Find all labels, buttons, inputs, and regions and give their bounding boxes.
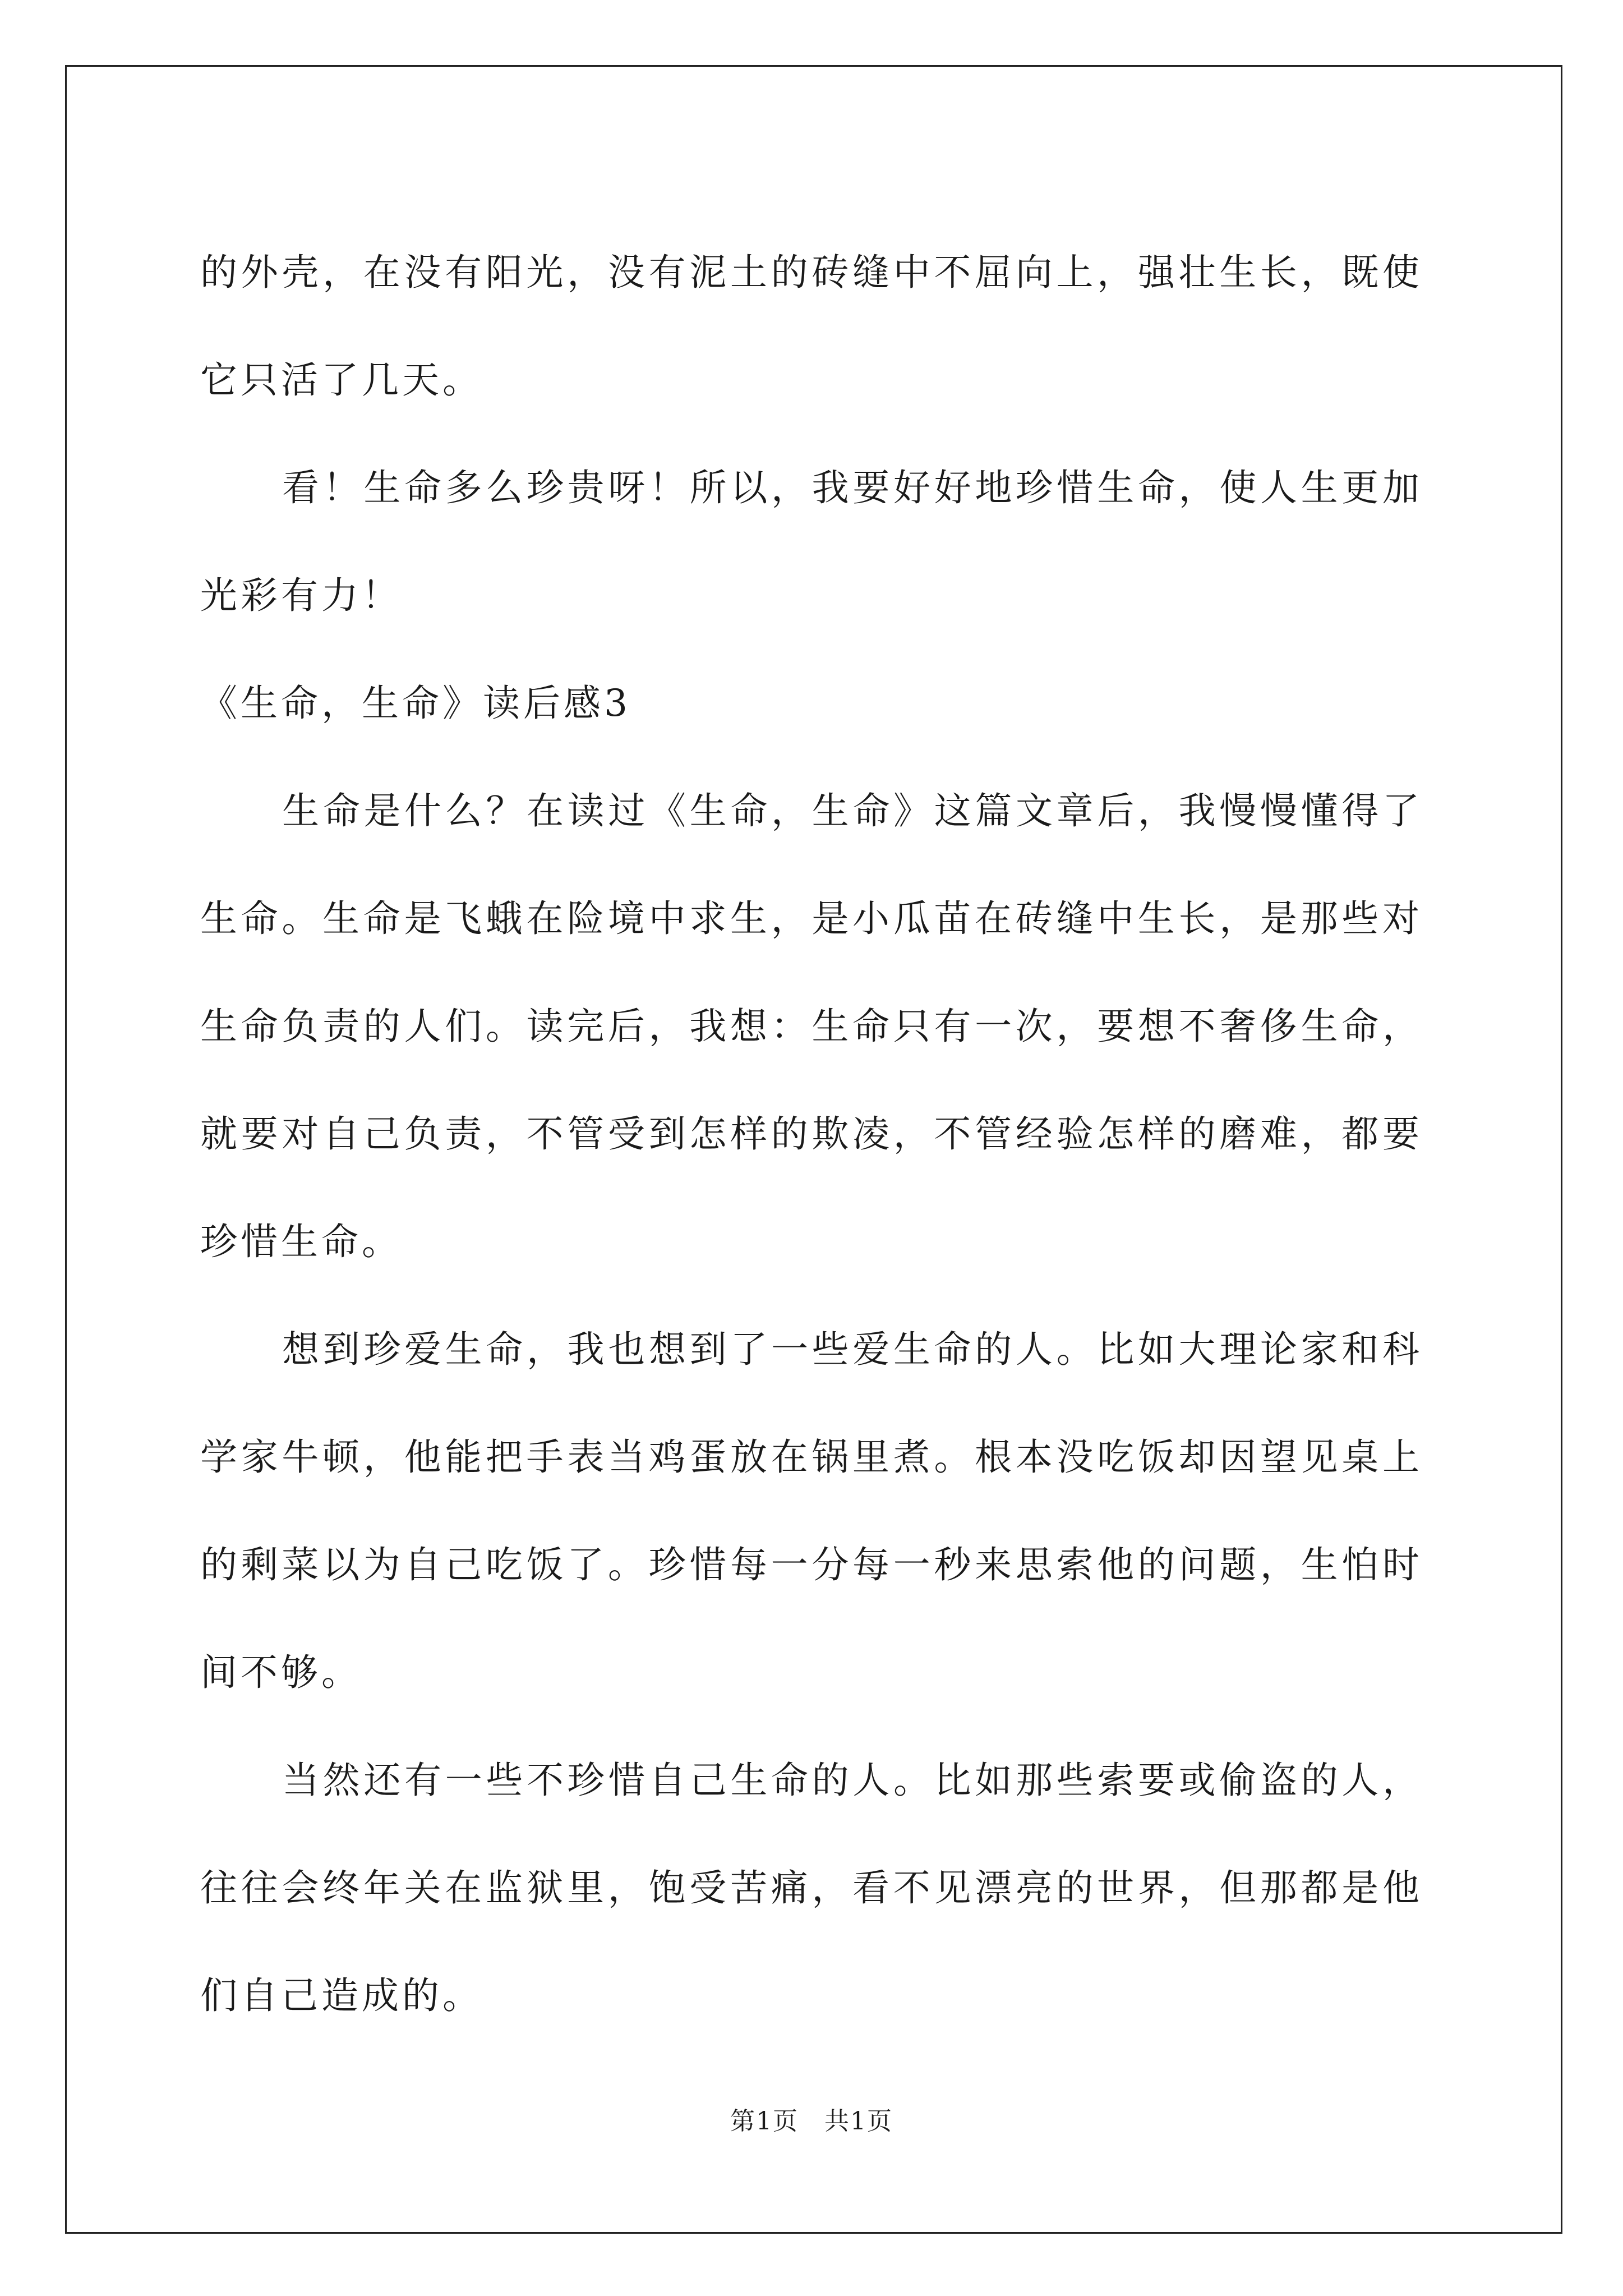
paragraph: 生命是什么？在读过《生命，生命》这篇文章后，我慢慢懂得了生命。生命是飞蛾在险境中求生，是小瓜苗在砖缝中生长，是那些对生命负责的人们。读完后，我想：生命只有一次，要想不奢侈生命，就要对自己负责，不管受到怎样的欺凌，不管经验怎样的磨难，都要珍惜生命。 xyxy=(200,789,1423,1263)
paragraph: 想到珍爱生命，我也想到了一些爱生命的人。比如大理论家和科学家牛顿，他能把手表当鸡蛋放在锅里煮。根本没吃饭却因望见桌上的剩菜以为自己吃饭了。珍惜每一分每一秒来思索他的问题，生怕时间不够。 xyxy=(200,1328,1423,1694)
page-footer: 第1页 共1页 xyxy=(730,2107,893,2136)
paragraph: 当然还有一些不珍惜自己生命的人。比如那些索要或偷盗的人，往往会终年关在监狱里，饱受苦痛，看不见漂亮的世界，但那都是他们自己造成的。 xyxy=(200,1759,1423,2017)
paragraph: 看！生命多么珍贵呀！所以，我要好好地珍惜生命，使人生更加光彩有力！ xyxy=(200,466,1423,617)
document-body xyxy=(200,219,1423,2050)
paragraph: 的外壳，在没有阳光，没有泥土的砖缝中不屈向上，强壮生长，既使它只活了几天。 xyxy=(200,251,1423,402)
section-heading: 《生命，生命》读后感3 xyxy=(200,682,631,725)
